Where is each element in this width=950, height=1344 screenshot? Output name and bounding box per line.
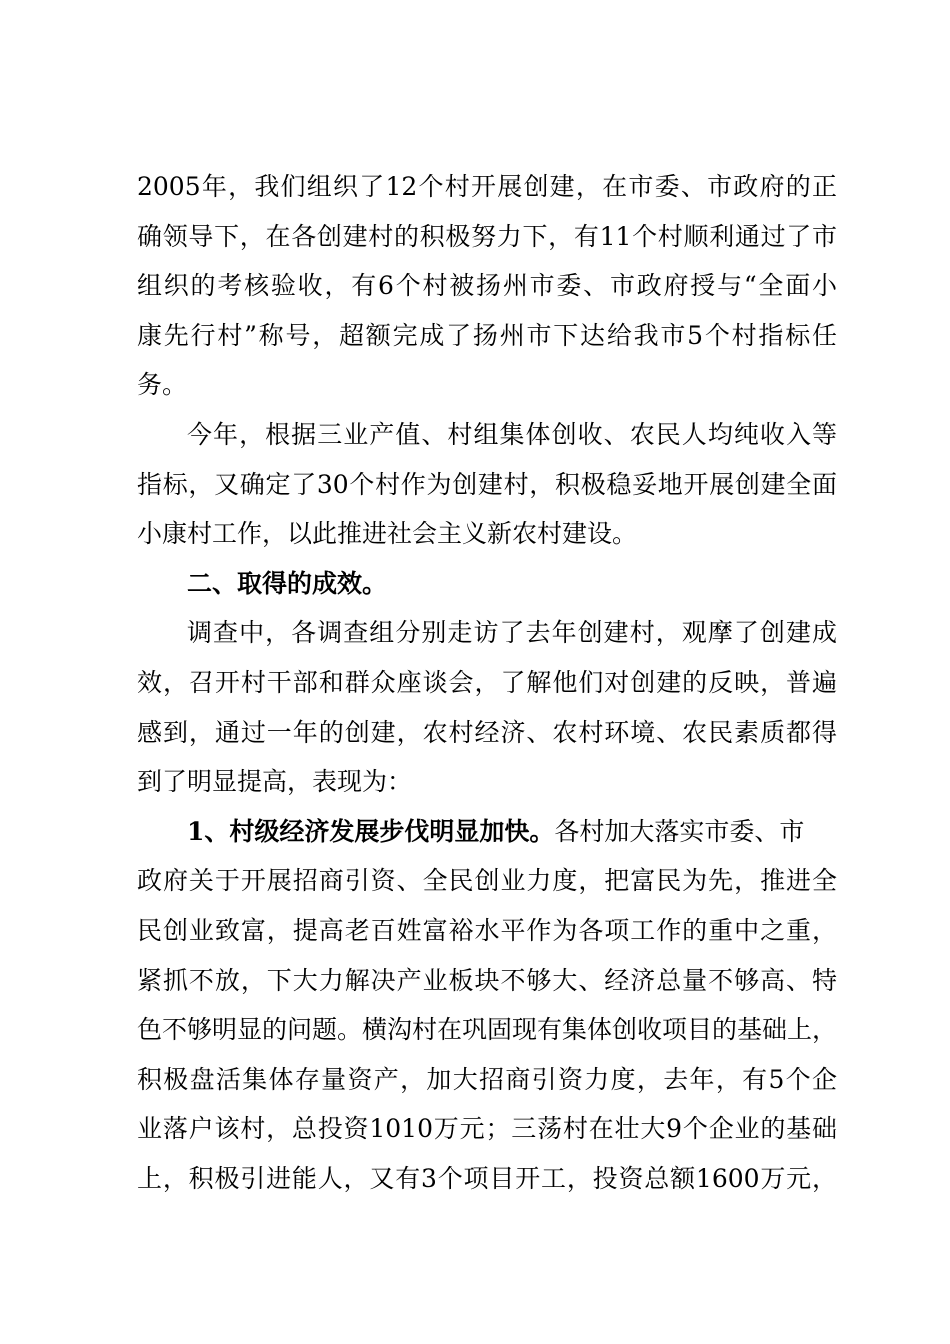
paragraph-start-line: 调查中，各调查组分别走访了去年创建村，观摩了创建成	[187, 618, 837, 648]
text-line: 康先行村”称号，超额完成了扬州市下达给我市5个村指标任	[137, 320, 837, 350]
subsection-lead-text: 各村加大落实市委、市	[554, 816, 805, 846]
text-line: 指标，又确定了30个村作为创建村，积极稳妥地开展创建全面	[137, 469, 837, 499]
text-line: 政府关于开展招商引资、全民创业力度，把富民为先，推进全	[137, 866, 837, 896]
text-line: 积极盘活集体存量资产，加大招商引资力度，去年，有5个企	[137, 1064, 837, 1094]
text-line: 紧抓不放，下大力解决产业板块不够大、经济总量不够高、特	[137, 965, 837, 995]
text-line: 到了明显提高，表现为：	[137, 767, 413, 797]
text-line: 民创业致富，提高老百姓富裕水平作为各项工作的重中之重，	[137, 915, 837, 945]
text-line: 上，积极引进能人，又有3个项目开工，投资总额1600万元，	[137, 1163, 837, 1193]
section-heading: 二、取得的成效。	[187, 568, 388, 598]
paragraph-start-line: 今年，根据三业产值、村组集体创收、农民人均纯收入等	[187, 419, 837, 449]
text-line: 效，召开村干部和群众座谈会，了解他们对创建的反映，普遍	[137, 667, 837, 697]
text-line: 小康村工作，以此推进社会主义新农村建设。	[137, 519, 638, 549]
text-line: 组织的考核验收，有6个村被扬州市委、市政府授与“全面小	[137, 271, 837, 301]
text-line: 确领导下，在各创建村的积极努力下，有11个村顺利通过了市	[137, 221, 837, 251]
text-line: 务。	[137, 370, 188, 400]
text-line: 感到，通过一年的创建，农村经济、农村环境、农民素质都得	[137, 717, 837, 747]
document-body	[137, 162, 837, 1203]
text-line: 色不够明显的问题。横沟村在巩固现有集体创收项目的基础上，	[137, 1015, 838, 1045]
subsection-heading: 1、村级经济发展步伐明显加快。	[187, 816, 555, 846]
subsection-start-line	[137, 807, 837, 857]
text-line: 2005年，我们组织了12个村开展创建，在市委、市政府的正	[137, 172, 837, 201]
text-line: 业落户该村，总投资1010万元；三荡村在壮大9个企业的基础	[137, 1114, 837, 1144]
